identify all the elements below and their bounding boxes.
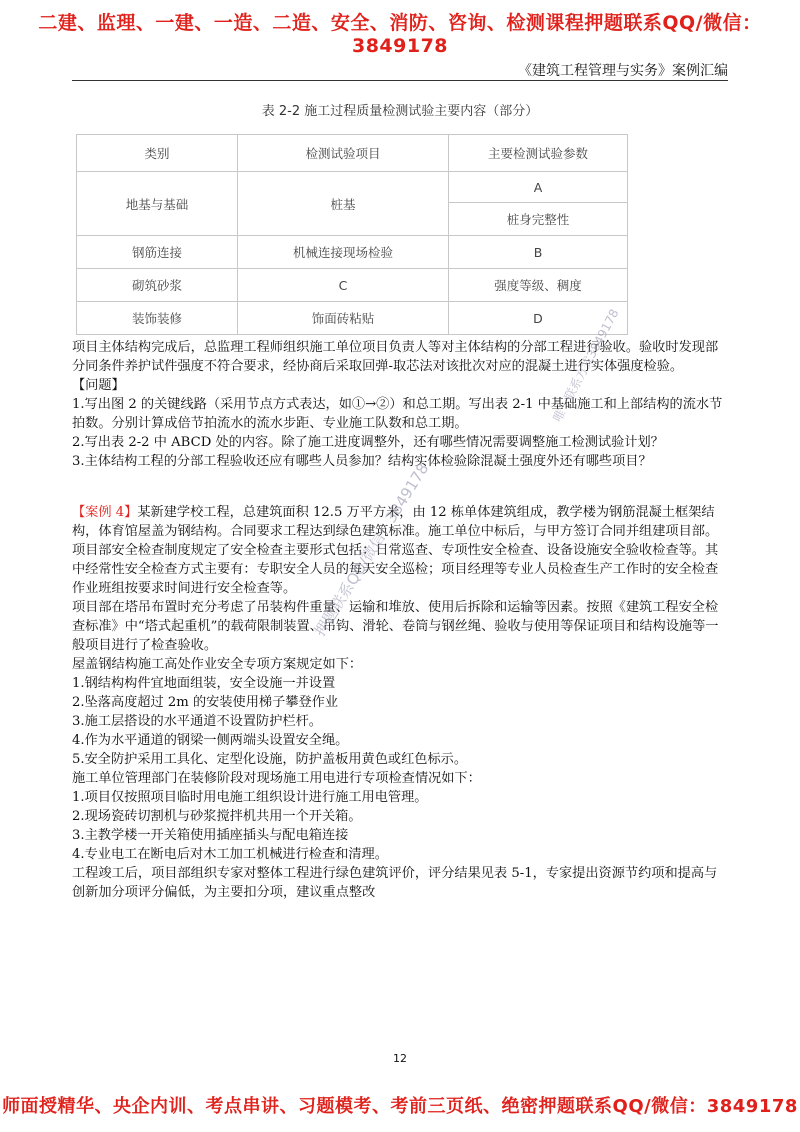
case-list-item: 4.作为水平通道的钢梁一侧两端头设置安全绳。 [72, 733, 349, 748]
table-header-row [77, 135, 628, 172]
question-item: 3.主体结构工程的分部工程验收还应有哪些人员参加？结构实体检验除混凝土强度外还有哪些项目？ [72, 454, 652, 469]
cell-item: 机械连接现场检验 [238, 236, 449, 269]
case-paragraph: 屋盖钢结构施工高处作业安全专项方案规定如下： [72, 657, 363, 672]
bottom-promo-banner: 师面授精华、央企内训、考点串讲、习题模考、考前三页纸、绝密押题联系QQ/微信：3849178 [2, 1096, 798, 1117]
header-item: 检测试验项目 [238, 135, 449, 172]
cell-param: D [449, 302, 628, 335]
table-caption: 表 2-2 施工过程质量检测试验主要内容（部分） [261, 104, 539, 119]
case-paragraph: 项目部安全检查制度规定了安全检查主要形式包括：日常巡查、专项性安全检查、设备设施安全验收检查等。其中经常性安全检查方式主要有：专职安全人员的每天安全巡检；项目经理等专业人员检查生产工作时的安全检查作业班组按要求时间进行安全检查等。 [72, 543, 719, 596]
header-rule [72, 80, 728, 81]
cell-param: A [449, 172, 628, 203]
case-list-item: 1.项目仅按照项目临时用电施工组织设计进行施工用电管理。 [72, 790, 428, 805]
top-promo-banner: 二建、监理、一建、一造、二造、安全、消防、咨询、检测课程押题联系QQ/微信：3849178 [38, 12, 762, 57]
body-text [72, 338, 728, 902]
cell-item: 饰面砖粘贴 [238, 302, 449, 335]
table-row [77, 236, 628, 269]
cell-item: C [238, 269, 449, 302]
cell-category: 装饰装修 [77, 302, 238, 335]
case-list-item: 3.施工层搭设的水平通道不设置防护栏杆。 [72, 714, 322, 729]
cell-item: 桩基 [238, 172, 449, 236]
cell-param: 桩身完整性 [449, 203, 628, 236]
case-paragraph: 工程竣工后，项目部组织专家对整体工程进行绿色建筑评价，评分结果见表 5-1，专家提出资源节约项和提高与创新加分项评分偏低，为主要扣分项，建议重点整改 [72, 866, 718, 900]
running-head: 《建筑工程管理与实务》案例汇编 [518, 63, 728, 79]
intro-paragraph: 项目主体结构完成后，总监理工程师组织施工单位项目负责人等对主体结构的分部工程进行验收。验收时发现部分同条件养护试件强度不符合要求，经协商后采取回弹-取芯法对该批次对应的混凝土进行实体强度检验。 [72, 340, 719, 374]
page-number: 12 [393, 1052, 407, 1065]
case4-lead-text: 某新建学校工程，总建筑面积 12.5 万平方米，由 12 栋单体建筑组成，教学楼为钢筋混凝土框架结构，体育馆屋盖为钢结构。合同要求工程达到绿色建筑标准。施工单位中标后，与甲方签订合同并组建项目部。 [72, 505, 719, 539]
watermark: 唯一联系方式3849178 [550, 306, 622, 425]
question-item: 1.写出图 2 的关键线路（采用节点方式表达，如①→②）和总工期。写出表 2-1 中基础施工和上部结构的流水节拍数。分别计算成倍节拍流水的流水步距、专业施工队数和总工期。 [72, 397, 723, 431]
cell-category: 地基与基础 [77, 172, 238, 236]
case-paragraph: 施工单位管理部门在装修阶段对现场施工用电进行专项检查情况如下： [72, 771, 481, 786]
cell-category: 砌筑砂浆 [77, 269, 238, 302]
question-item: 2.写出表 2-2 中 ABCD 处的内容。除了施工进度调整外，还有哪些情况需要调整施工检测试验计划？ [72, 435, 664, 450]
table-row [77, 269, 628, 302]
cell-param: B [449, 236, 628, 269]
case-list-item: 3.主教学楼一开关箱使用插座插头与配电箱连接 [72, 828, 349, 843]
watermark: 押题联系QQ/微信：3849178 [310, 459, 433, 640]
table-row [77, 172, 628, 203]
case-list-item: 4.专业电工在断电后对木工加工机械进行检查和清理。 [72, 847, 388, 862]
header-params: 主要检测试验参数 [449, 135, 628, 172]
header-category: 类别 [77, 135, 238, 172]
questions-heading: 【问题】 [72, 378, 125, 393]
inspection-table [76, 134, 628, 335]
case-list-item: 2.坠落高度超过 2m 的安装使用梯子攀登作业 [72, 695, 339, 710]
cell-param: 强度等级、稠度 [449, 269, 628, 302]
cell-category: 钢筋连接 [77, 236, 238, 269]
case-list-item: 2.现场瓷砖切割机与砂浆搅拌机共用一个开关箱。 [72, 809, 362, 824]
case-tag: 【案例 4】 [72, 505, 138, 520]
case-list-item: 5.安全防护采用工具化、定型化设施，防护盖板用黄色或红色标示。 [72, 752, 468, 767]
case-paragraph: 项目部在塔吊布置时充分考虑了吊装构件重量、运输和堆放、使用后拆除和运输等因素。按照《建筑工程安全检查标准》中“塔式起重机”的载荷限制装置、吊钩、滑轮、卷筒与钢丝绳、验收与使用等保证项目和结构设施等一般项目进行了检查验收。 [72, 600, 719, 653]
case-list-item: 1.钢结构构件宜地面组装，安全设施一并设置 [72, 676, 336, 691]
table-row [77, 302, 628, 335]
